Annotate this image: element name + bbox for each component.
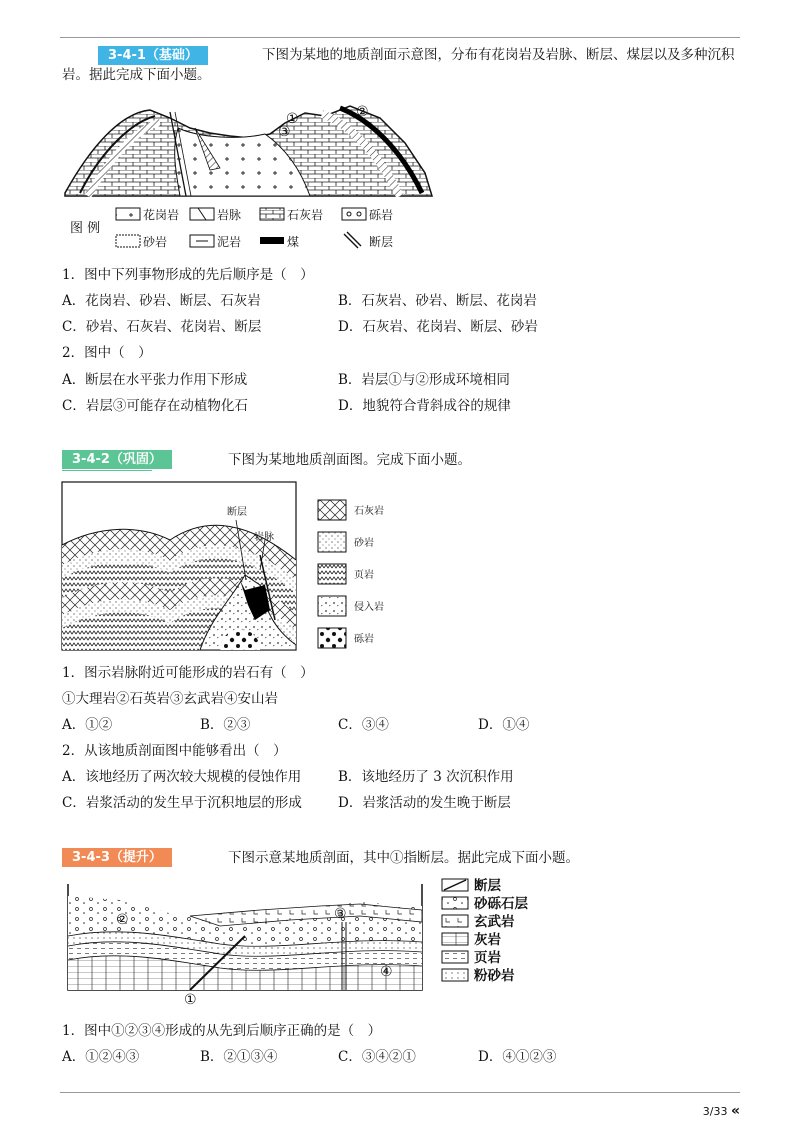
- question-stem: 1．图示岩脉附近可能形成的岩石有（ ）: [62, 665, 314, 681]
- svg-text:石灰岩: 石灰岩: [354, 506, 384, 517]
- fig3-label-3: ③: [334, 906, 347, 922]
- legend3-shale: [442, 949, 501, 966]
- section-tag-consolidate: 3-4-2（巩固）: [62, 450, 172, 469]
- svg-text:玄武岩: 玄武岩: [474, 914, 515, 930]
- option: D．石灰岩、花岗岩、断层、砂岩: [338, 319, 538, 335]
- svg-text:花岗岩: 花岗岩: [143, 208, 180, 222]
- footer-mark-icon: «: [730, 1103, 740, 1119]
- legend-item-fault: [344, 232, 393, 249]
- question-stem: 2．图中（ ）: [62, 345, 152, 361]
- legend2-limestone: [318, 500, 384, 520]
- svg-text:砾岩: 砾岩: [354, 634, 374, 645]
- legend3-siltstone: [442, 967, 515, 984]
- page-footer: [703, 1103, 740, 1119]
- question-stem: 1．图中下列事物形成的先后顺序是（ ）: [62, 267, 314, 283]
- legend3-basalt: [442, 913, 515, 930]
- legend-item-mudstone: [190, 234, 241, 249]
- fig2-label-dike: 岩脉: [254, 532, 274, 543]
- fig3-label-1: ①: [184, 992, 197, 1008]
- option: C．砂岩、石灰岩、花岗岩、断层: [62, 319, 262, 335]
- option: C．③④②①: [338, 1049, 416, 1065]
- fig3-label-2: ②: [116, 912, 129, 928]
- legend-item-coal: [260, 234, 299, 249]
- section-intro: 下图为某地的地质剖面示意图，分布有花岗岩及岩脉、断层、煤层以及多种沉积岩。据此完成下面小题。: [62, 47, 735, 83]
- option: A．①②: [62, 717, 113, 733]
- legend-title: 图 例: [70, 221, 101, 236]
- legend2-shale: [318, 564, 374, 584]
- option: D．④①②③: [478, 1049, 557, 1065]
- geologic-section-figure-3: [60, 876, 560, 1010]
- legend-item-limestone: [260, 207, 323, 222]
- legend3-limestone: [442, 931, 501, 948]
- fig1-label-3: ③: [278, 124, 291, 140]
- svg-text:煤: 煤: [287, 235, 300, 249]
- fig2-label-fault: 断层: [227, 507, 247, 518]
- option: C．岩浆活动的发生早于沉积地层的形成: [62, 795, 302, 811]
- question-sub: ①大理岩②石英岩③玄武岩④安山岩: [62, 691, 278, 707]
- svg-text:石灰岩: 石灰岩: [287, 208, 324, 222]
- page-number: 3/33: [702, 1105, 728, 1118]
- question-stem: 1．图中①②③④形成的从先到后顺序正确的是（ ）: [62, 1023, 382, 1039]
- fig1-label-1: ①: [286, 111, 299, 127]
- svg-text:岩脉: 岩脉: [217, 208, 242, 222]
- legend2-sandstone: [318, 532, 374, 552]
- option: A．花岗岩、砂岩、断层、石灰岩: [62, 293, 261, 309]
- option: C．③④: [338, 717, 389, 733]
- geologic-section-figure-1: [60, 98, 440, 258]
- svg-text:泥岩: 泥岩: [217, 235, 242, 249]
- svg-text:页岩: 页岩: [354, 570, 374, 581]
- svg-text:砂岩: 砂岩: [354, 538, 374, 549]
- option: B．石灰岩、砂岩、断层、花岗岩: [338, 293, 537, 309]
- option: D．①④: [478, 717, 530, 733]
- svg-text:砂砾石层: 砂砾石层: [474, 896, 528, 912]
- option: A．该地经历了两次较大规模的侵蚀作用: [62, 769, 302, 785]
- svg-text:砾岩: 砾岩: [369, 208, 394, 222]
- legend3-fault: [442, 877, 501, 894]
- fig3-label-4: ④: [380, 964, 393, 980]
- geologic-section-figure-2: [60, 480, 400, 652]
- section-tag-basic: 3-4-1（基础）: [98, 46, 208, 65]
- option: D．岩浆活动的发生晚于断层: [338, 795, 511, 811]
- svg-text:粉砂岩: 粉砂岩: [474, 968, 515, 984]
- svg-text:页岩: 页岩: [474, 950, 501, 966]
- svg-text:断层: 断层: [369, 235, 394, 249]
- svg-text:侵入岩: 侵入岩: [354, 602, 384, 613]
- option: A．断层在水平张力作用下形成: [62, 372, 248, 388]
- legend-item-conglomerate: [342, 207, 393, 222]
- option: D．地貌符合背斜成谷的规律: [338, 398, 511, 414]
- legend-item-dike: [190, 207, 241, 222]
- legend-item-granite: [116, 207, 179, 222]
- fig1-label-2: ②: [356, 104, 369, 120]
- option: B．岩层①与②形成环境相同: [338, 372, 510, 388]
- footer-rule: [60, 1092, 740, 1093]
- svg-text:断层: 断层: [474, 878, 501, 894]
- section-underline: [62, 470, 152, 471]
- option: C．岩层③可能存在动植物化石: [62, 398, 248, 414]
- legend-item-sandstone: [116, 234, 167, 249]
- section-intro: 下图示意某地质剖面，其中①指断层。据此完成下面小题。: [228, 850, 579, 866]
- option: B．②③: [200, 717, 251, 733]
- legend2-intrusive: [318, 596, 384, 616]
- svg-text:砂岩: 砂岩: [143, 235, 168, 249]
- question-stem: 2．从该地质剖面图中能够看出（ ）: [62, 743, 287, 759]
- legend2-conglomerate: [318, 628, 374, 648]
- option: B．该地经历了 3 次沉积作用: [338, 769, 514, 785]
- svg-text:灰岩: 灰岩: [474, 932, 501, 948]
- option: A．①②④③: [62, 1049, 140, 1065]
- section-tag-advance: 3-4-3（提升）: [62, 848, 172, 867]
- legend3-gravel: [442, 895, 528, 912]
- option: B．②①③④: [200, 1049, 278, 1065]
- header-rule: [60, 37, 740, 38]
- section-intro: 下图为某地地质剖面图。完成下面小题。: [228, 452, 471, 468]
